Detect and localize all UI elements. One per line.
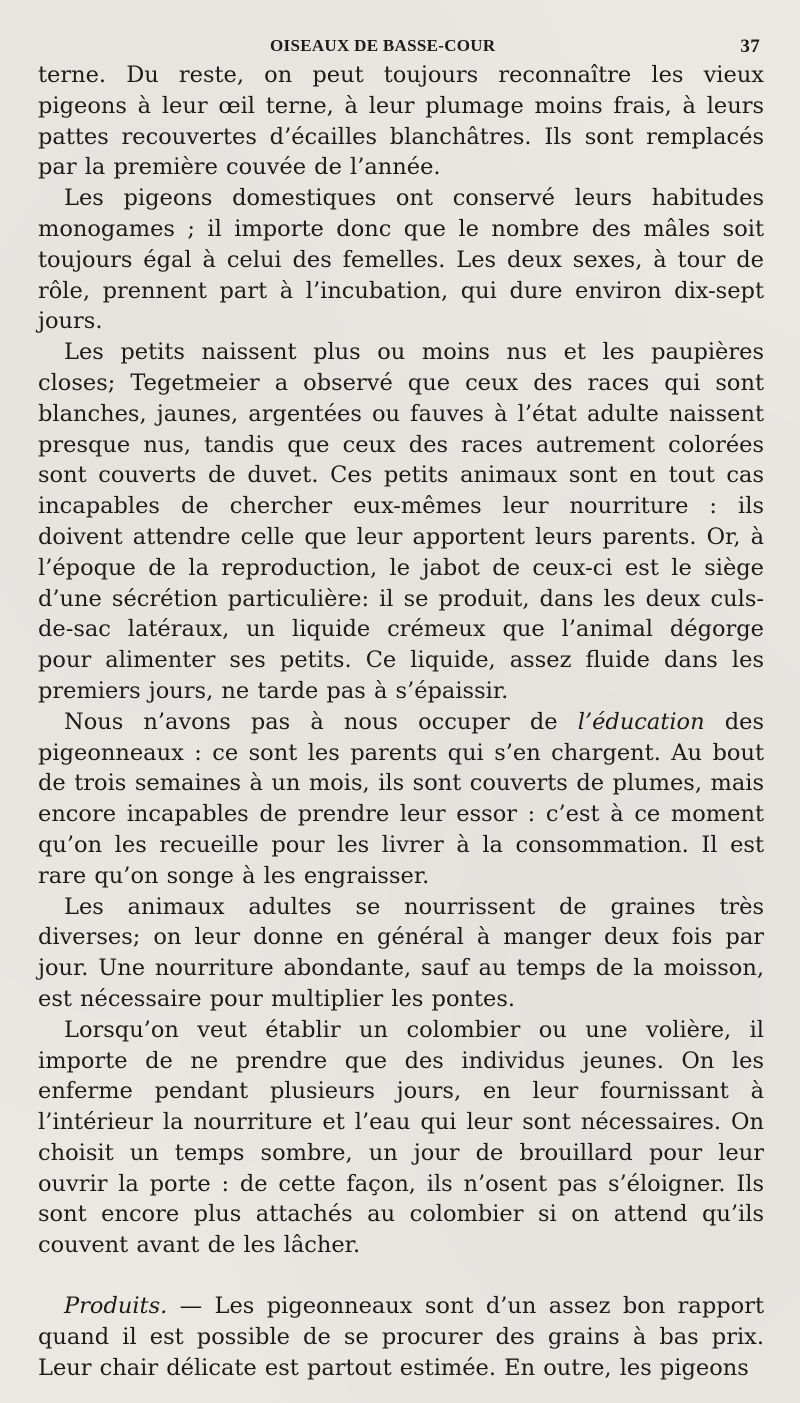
section-produits xyxy=(38,1291,764,1383)
page-number: 37 xyxy=(740,36,760,57)
paragraph-education-after: des pigeonneaux : ce sont les parents qui s’en chargent. Au bout de trois semaines à un mois, ils sont couverts de plumes, mais encore incapables de prendre leur essor : c’est à ce moment qu’on les recueille pour les livrer à la consommation. Il est rare qu’on songe à les engraisser. xyxy=(38,708,764,889)
paragraph-feeding: Les animaux adultes se nourrissent de graines très diverses; on leur donne en général à manger deux fois par jour. Une nourriture abondante, sauf au temps de la moisson, est nécessaire pour multiplier les pontes. xyxy=(38,893,764,1012)
running-title: OISEAUX DE BASSE-COUR xyxy=(270,36,496,55)
emphasis-education: l’éducation xyxy=(577,708,705,735)
running-header xyxy=(38,32,764,60)
paragraph-education-before: Nous n’avons pas à nous occuper de xyxy=(64,708,578,735)
section-heading: Produits. xyxy=(64,1293,168,1320)
paragraph-colombier: Lorsqu’on veut établir un colombier ou une volière, il importe de ne prendre que des individus jeunes. On les enferme pendant plusieurs jours, en leur fournissant à l’intérieur la nourriture et l’eau qui leur sont nécessaires. On choisit un temps sombre, un jour de brouillard pour leur ouvrir la porte : de cette façon, ils n’osent pas s’éloigner. Ils sont encore plus attachés au colombier si on attend qu’ils couvent avant de les lâcher. xyxy=(38,1016,764,1259)
body-text xyxy=(38,60,764,1383)
paragraph-education xyxy=(38,707,764,892)
paragraph-young: Les petits naissent plus ou moins nus et les paupières closes; Tegetmeier a observé que ceux des races qui sont blanches, jaunes, argentées ou fauves à l’état adulte naissent presque nus, tandis que ceux des races autrement colorées sont couverts de duvet. Ces petits animaux sont en tout cas incapables de chercher eux-mêmes leur nourriture : ils doivent attendre celle que leur apportent leurs parents. Or, à l’époque de la reproduction, le jabot de ceux-ci est le siège d’une sécrétion particulière: il se produit, dans les deux culs-de-sac latéraux, un liquide crémeux que l’animal dégorge pour alimenter ses petits. Ce liquide, assez fluide dans les premiers jours, ne tarde pas à s’épaissir. xyxy=(38,339,764,704)
paragraph-monogamy: Les pigeons domestiques ont conservé leurs habitudes monogames ; il importe donc que le nombre des mâles soit toujours égal à celui des femelles. Les deux sexes, à tour de rôle, prennent part à l’incubation, qui dure environ dix-sept jours. xyxy=(38,185,764,335)
paragraph-continuation: terne. Du reste, on peut toujours reconnaître les vieux pigeons à leur œil terne, à leur plumage moins frais, à leurs pattes recouvertes d’écailles blanchâtres. Ils sont remplacés par la première couvée de l’année. xyxy=(38,62,764,181)
section-dash: — xyxy=(167,1293,215,1320)
section-text: Les pigeonneaux sont d’un assez bon rapport quand il est possible de se procurer des grains à bas prix. Leur chair délicate est partout estimée. En outre, les pigeons xyxy=(38,1293,764,1381)
